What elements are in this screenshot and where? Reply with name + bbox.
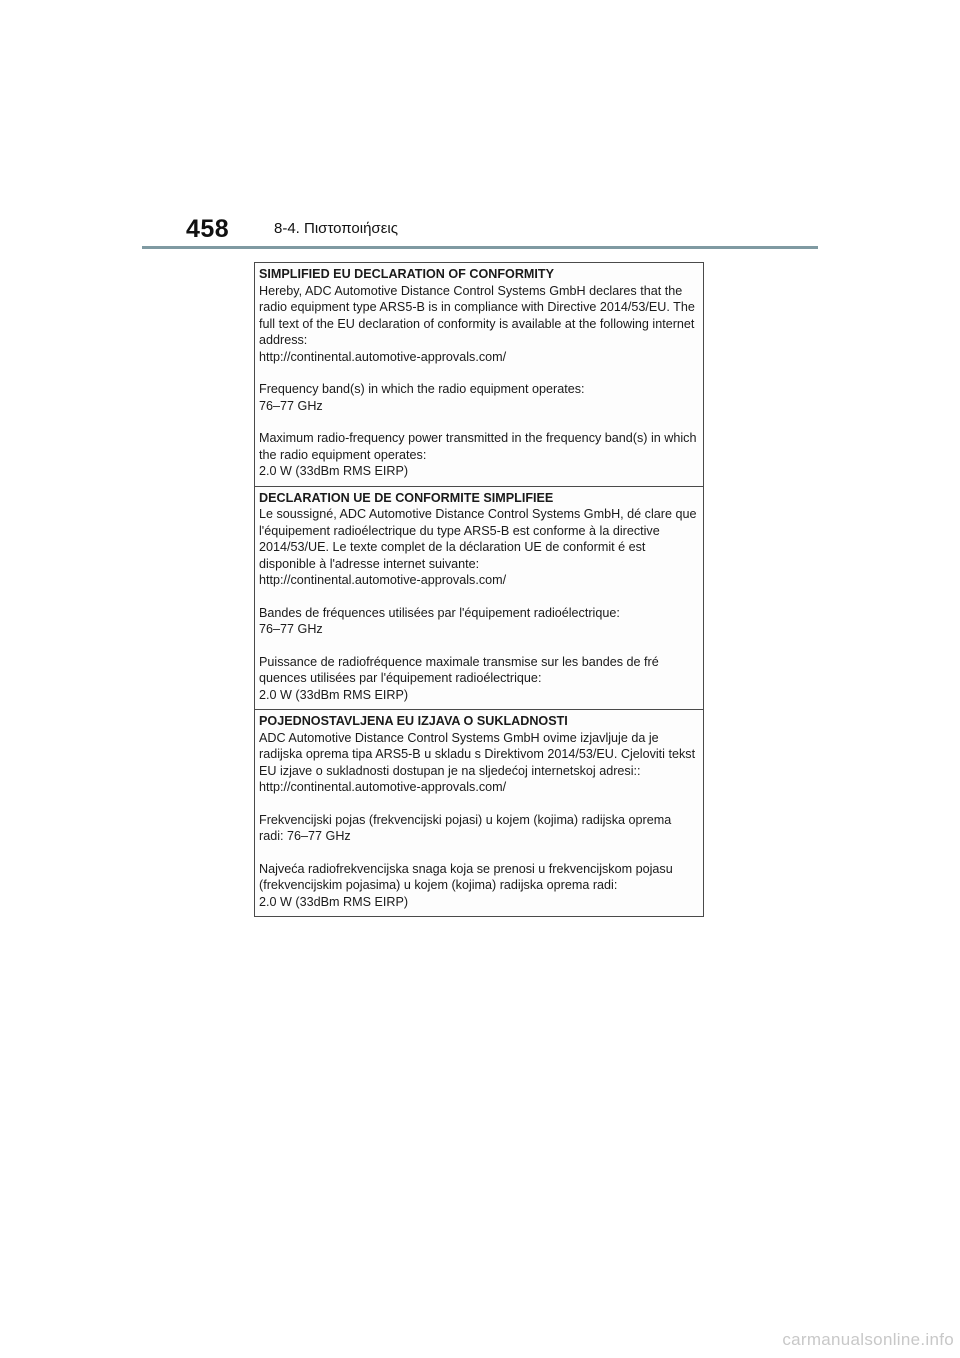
power-label: Najveća radiofrekvencijska snaga koja se prenosi u frekvencijskom pojasu (frekvencijskim pojasima) u kojem (kojima) radijska oprema radi: xyxy=(259,861,673,892)
power-label: Maximum radio-frequency power transmitted in the frequency band(s) in which the radio equipment operates: xyxy=(259,431,697,462)
declaration-title: POJEDNOSTAVLJENA EU IZJAVA O SUKLADNOSTI xyxy=(259,714,568,728)
declaration-intro: Hereby, ADC Automotive Distance Control Systems GmbH declares that the radio equipment type ARS5-B is in compliance with Directive 2014/53/EU. The full text of the EU declaration of conformity is available at the following internet address: xyxy=(259,283,695,347)
declaration-croatian xyxy=(255,710,703,916)
frequency-value: 76–77 GHz xyxy=(259,622,323,636)
declaration-intro: ADC Automotive Distance Control Systems GmbH ovime izjavljuje da je radijska oprema tipa ARS5-B u skladu s Direktivom 2014/53/EU. Cjeloviti tekst EU izjave o sukladnosti dostupan je na sljedećoj internetskoj adresi:: xyxy=(259,730,696,778)
page-number: 458 xyxy=(186,215,230,243)
power-label: Puissance de radiofréquence maximale transmise sur les bandes de fré quences utilisées par l'équipement radioélectrique: xyxy=(259,654,659,685)
declaration-box xyxy=(254,262,704,917)
declaration-french xyxy=(255,487,703,711)
declaration-title: SIMPLIFIED EU DECLARATION OF CONFORMITY xyxy=(259,267,555,281)
power-value: 2.0 W (33dBm RMS EIRP) xyxy=(259,894,409,909)
frequency-value: 76–77 GHz xyxy=(259,398,323,413)
frequency-label: Frequency band(s) in which the radio equipment operates: xyxy=(259,382,585,396)
page-header xyxy=(142,212,818,249)
declaration-title: DECLARATION UE DE CONFORMITE SIMPLIFIEE xyxy=(259,490,554,505)
frequency-label: Bandes de fréquences utilisées par l'équipement radioélectrique: xyxy=(259,605,620,620)
power-value: 2.0 W (33dBm RMS EIRP) xyxy=(259,464,409,478)
section-title: 8-4. Πιστοποιήσεις xyxy=(274,220,398,237)
declaration-url: http://continental.automotive-approvals.com/ xyxy=(259,349,507,364)
declaration-url: http://continental.automotive-approvals.com/ xyxy=(259,780,507,794)
declaration-english xyxy=(255,263,703,487)
watermark: carmanualsonline.info xyxy=(782,1330,954,1349)
power-value: 2.0 W (33dBm RMS EIRP) xyxy=(259,687,409,702)
declaration-url: http://continental.automotive-approvals.com/ xyxy=(259,573,507,587)
declaration-intro: Le soussigné, ADC Automotive Distance Control Systems GmbH, dé clare que l'équipement radioélectrique du type ARS5-B est conforme à la directive 2014/53/UE. Le texte complet de la déclaration UE de conformit é est disponible à l'adresse internet suivante: xyxy=(259,507,697,571)
frequency-text: Frekvencijski pojas (frekvencijski pojasi) u kojem (kojima) radijska oprema radi: 76–77 GHz xyxy=(259,812,672,843)
